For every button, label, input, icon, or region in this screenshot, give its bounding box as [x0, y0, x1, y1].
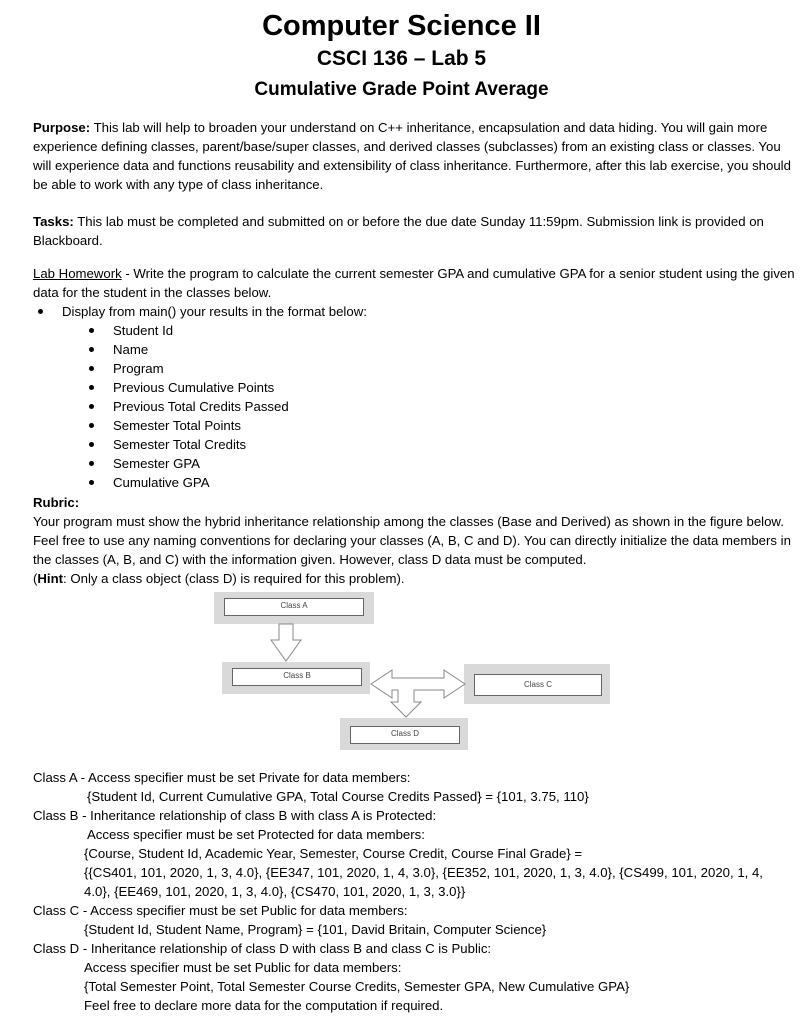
purpose-label: Purpose: [33, 120, 91, 135]
class-b-data-1: {{CS401, 101, 2020, 1, 3, 4.0}, {EE347, 101, 2020, 1, 4, 3.0}, {EE352, 101, 2020, 1, 3, 4.0}, {CS499, 101, 2020, 1, 4, [84, 865, 763, 880]
homework-text: - Write the program to calculate the current semester GPA and cumulative GPA for a senior student using the given data for the student in the classes below. [33, 266, 795, 300]
list-item: Semester Total Credits [113, 437, 247, 452]
class-c-description: Class C - Access specifier must be set Public for data members: [33, 903, 408, 918]
hint-label: Hint [37, 571, 64, 586]
list-item: Semester GPA [113, 456, 200, 471]
list-item: Previous Cumulative Points [113, 380, 275, 395]
class-d-description: Class D - Inheritance relationship of class D with class B and class C is Public: [33, 941, 492, 956]
class-d-fields: {Total Semester Point, Total Semester Course Credits, Semester GPA, New Cumulative GPA} [84, 979, 630, 994]
display-instruction: Display from main() your results in the format below: [62, 304, 367, 319]
list-item: Semester Total Points [113, 418, 242, 433]
course-heading: CSCI 136 – Lab 5 [316, 47, 487, 70]
class-a-data: {Student Id, Current Cumulative GPA, Total Course Credits Passed} = {101, 3.75, 110} [87, 789, 589, 804]
list-item: Student Id [113, 323, 174, 338]
class-b-fields: {Course, Student Id, Academic Year, Semester, Course Credit, Course Final Grade} = [84, 846, 583, 861]
rubric-label: Rubric: [33, 495, 80, 510]
class-a-description: Class A - Access specifier must be set Private for data members: [33, 770, 411, 785]
class-d-box: Class D [350, 726, 460, 744]
class-b-access: Access specifier must be set Protected for data members: [87, 827, 425, 842]
list-item: Program [113, 361, 164, 376]
list-item: Previous Total Credits Passed [113, 399, 289, 414]
class-c-data: {Student Id, Student Name, Program} = {101, David Britain, Computer Science} [84, 922, 547, 937]
class-b-description: Class B - Inheritance relationship of class B with class A is Protected: [33, 808, 437, 823]
document-title: Computer Science II [262, 10, 541, 42]
tasks-label: Tasks: [33, 214, 74, 229]
list-item: Name [113, 342, 149, 357]
class-b-data-2: 4.0}, {EE469, 101, 2020, 1, 3, 4.0}, {CS470, 101, 2020, 1, 3, 3.0}} [84, 884, 466, 899]
tasks-text: This lab must be completed and submitted on or before the due date Sunday 11:59pm. Submission link is provided on Blackboard. [33, 214, 764, 248]
class-b-box: Class B [232, 668, 362, 686]
class-c-box: Class C [474, 674, 602, 696]
arrow-a-to-b [271, 624, 301, 661]
lab-subtitle: Cumulative Grade Point Average [254, 79, 549, 100]
hint-text: : Only a class object (class D) is required for this problem). [63, 571, 405, 586]
lab-homework-link: Lab Homework [33, 266, 122, 281]
class-d-note: Feel free to declare more data for the computation if required. [84, 998, 444, 1013]
rubric-text: Your program must show the hybrid inheritance relationship among the classes (Base and Derived) as shown in the figure below. Feel free to use any naming conventions for declaring your classes (A, B, C and D). You can directly initialize the data members in the classes (A, B, and C) with the information given. However, class D data must be computed. [33, 514, 791, 567]
class-d-access: Access specifier must be set Public for data members: [84, 960, 402, 975]
list-item: Cumulative GPA [113, 475, 210, 490]
arrow-b-c-d [371, 670, 465, 717]
purpose-text: This lab will help to broaden your understand on C++ inheritance, encapsulation and data hiding. You will gain more experience defining classes, parent/base/super classes, and derived classes (subclasses) from an existing class or classes. You will experience data and functions reusability and extensibility of class inheritance. Furthermore, after this lab exercise, you should be able to work with any type of class inheritance. [33, 120, 791, 192]
class-a-box: Class A [224, 598, 364, 616]
hint-open-paren: ( [33, 571, 38, 586]
